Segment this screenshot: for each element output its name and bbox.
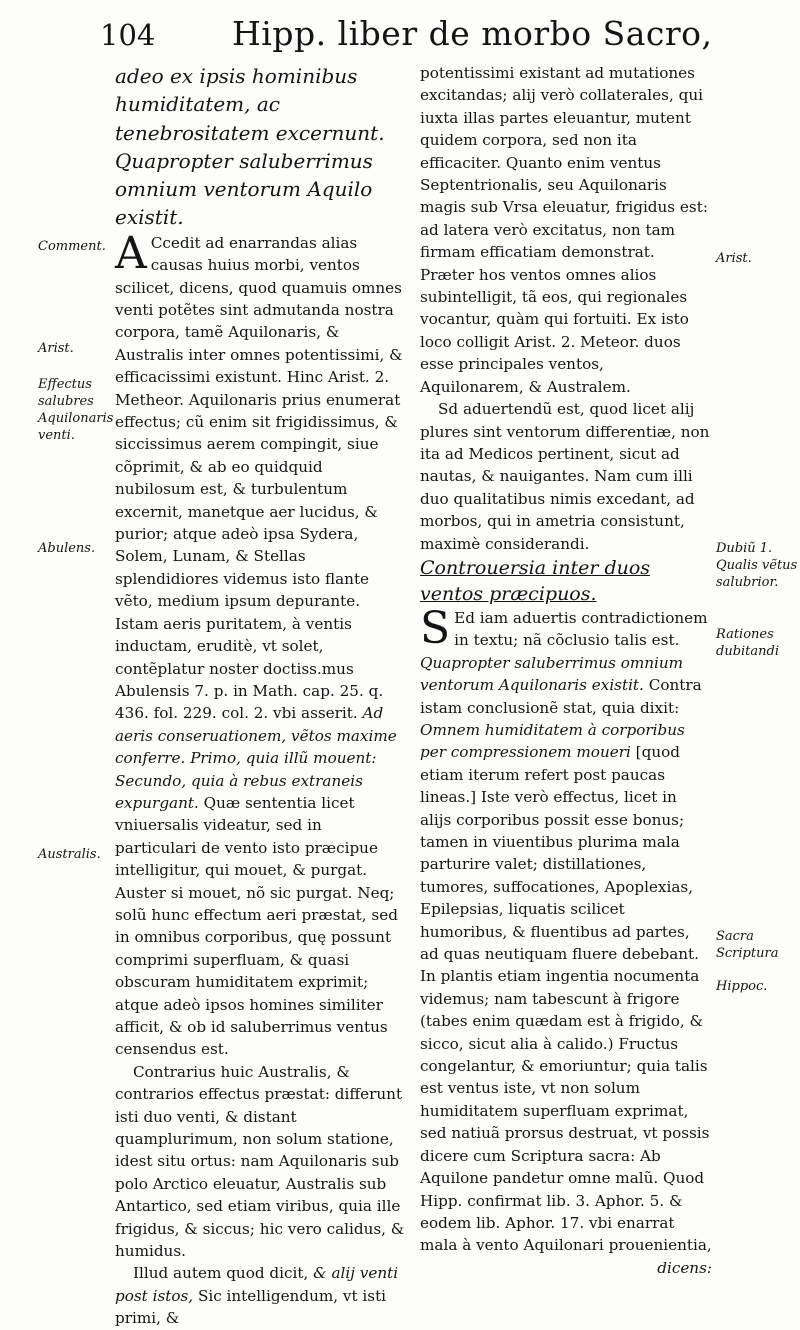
drop-cap: S xyxy=(420,602,451,654)
paragraph: Contrarius huic Australis, & contrarios effectus præstat: differunt isti duo venti, & distant quamplurimum, non solum statione, idest situ ortus: nam Aquilonaris sub polo Arctico eleuatur, Australis sub Antartico, sed etiam viribus, quia ille frigidus, & siccus; hic vero calidus, & humidus. xyxy=(115,1062,405,1261)
left-column xyxy=(115,62,407,1330)
paragraph-text: [quod etiam iterum refert post paucas lineas.] Iste verò effectus, licet in alijs corporibus possit esse bonus; tamen in viuentibus plurima mala parturire valet; distillationes, tumores, suffocationes, Apoplexias, Epilepsias, liquatis scilicet humoribus, & fluentibus ad partes, ad quas neutiquam fluere debebant. In plantis etiam ingentia nocumenta videmus; nam tabescunt à frigore (tabes enim quædam est à frigido, & sicco, sicut alia à calido.) Fructus congelantur, & emoriuntur; quia talis est ventus iste, vt non solum humiditatem superfluam exprimat, sed natiuã prorsus destruat, vt possis dicere cum Scriptura sacra: Ab Aquilone pandetur omne malũ. Quod Hipp. confirmat lib. 3. Aphor. 5. & eodem lib. Aphor. 17. vbi enarrat mala à vento Aquilonari prouenientia, xyxy=(420,743,712,1255)
drop-cap: A xyxy=(115,227,147,279)
page-number: 104 xyxy=(100,18,156,52)
marginal-note: Dubiũ 1. Qualis vẽtus salubrior. xyxy=(716,541,798,590)
catchword: dicens: xyxy=(657,1258,712,1277)
paragraph: potentissimi existant ad mutationes excitandas; alij verò collaterales, qui iuxta illas partes eleuantur, mutent quidem corpora, sed non ita efficaciter. Quanto enim ventus Septentrionalis, seu Aquilonaris magis sub Vrsa eleuatur, frigidus est: ad latera verò excitatus, non tam firmam efficatiam demonstrat. Præter hos ventos omnes alios subintelligit, tã eos, qui regionales vocantur, quàm qui fortuiti. Ex isto loco colligit Arist. 2. Meteor. duos esse principales ventos, Aquilonarem, & Australem. xyxy=(420,64,708,396)
marginal-note: Arist. xyxy=(716,251,752,266)
lemma-text: adeo ex ipsis hominibus humiditatem, ac tenebrositatem excernunt. Quapropter saluberrimus omnium ventorum Aquilo existit. xyxy=(115,64,385,230)
section-heading: Controuersia inter duos ventos præcipuos. xyxy=(420,556,651,605)
paragraph: Sd aduertendũ est, quod licet alij plures sint ventorum differentiæ, non ita ad Medicos pertinent, sicut ad nautas, & nauigantes. Nam cum illi duo qualitatibus nimis excedant, ad morbos, qui in ametria consistunt, maximè considerandi. xyxy=(420,400,710,553)
marginal-note: Hippoc. xyxy=(716,979,768,994)
paragraph-text: Illud autem quod dicit, xyxy=(133,1264,309,1283)
marginal-note: Arist. xyxy=(38,341,74,356)
right-column xyxy=(420,62,712,1279)
paragraph-text: Ccedit ad enarrandas alias causas huius morbi, ventos scilicet, dicens, quod quamuis omnes venti potẽtes sint admutanda nostra corpora, tamẽ Aquilonaris, & Australis inter omnes potentissimi, & efficacissimi existunt. Hinc Arist. 2. Metheor. Aquilonaris prius enumerat effectus; cũ enim sit frigidissimus, & siccissimus aerem compingit, siue cõprimit, & ab eo quidquid nubilosum est, & turbulentum excernit, manetque aer lucidus, & purior; atque adeò ipsa Sydera, Solem, Lunam, & Stellas splendidiores videmus isto flante vẽto, medium ipsum depurante. Istam aeris puritatem, à ventis inductam, eruditè, vt solet, contẽplatur noster doctiss.mus Abulensis 7. p. in Math. cap. 25. q. 436. fol. 229. col. 2. vbi asserit. xyxy=(115,233,403,723)
quotation: Omnem humiditatem à corporibus per compressionem moueri xyxy=(420,720,685,762)
quotation: & alij venti post istos, xyxy=(115,1264,399,1305)
paragraph-text: Contra istam conclusionẽ stat, quia dixit: xyxy=(420,676,702,717)
running-title: Hipp. liber de morbo Sacro, xyxy=(232,14,713,53)
marginal-note: Australis. xyxy=(38,847,101,862)
quotation: Quapropter saluberrimus omnium ventorum Aquilonaris existit. xyxy=(420,653,684,695)
marginal-note: Effectus salubres Aquilonaris venti. xyxy=(38,377,114,443)
marginal-note: Sacra Scriptura xyxy=(716,929,779,961)
paragraph xyxy=(420,602,712,1257)
paragraph-text: Quæ sententia licet vniuersalis videatur, sed in particulari de vento isto præcipue intelligitur, qui mouet, & purgat. Auster si mouet, nõ sic purgat. Neq; solũ hunc effectum aeri præstat, sed in omnibus corporibus, quę possunt comprimi superfluam, & quasi obscuram humiditatem exprimit; atque adeò ipsos homines similiter afficit, & ob id saluberrimus ventus censendus est. xyxy=(115,793,398,1059)
marginal-note: Rationes dubitandi xyxy=(716,627,780,659)
marginal-note: Comment. xyxy=(38,239,106,254)
marginal-note: Abulens. xyxy=(38,541,96,556)
quotation: Ad aeris conseruationem, vẽtos maxime conferre. Primo, quia illũ mouent: Secundo, quia à rebus extraneis expurgant. xyxy=(115,704,397,812)
paragraph-text: Sic intelligendum, vt isti primi, & xyxy=(115,1286,387,1328)
paragraph xyxy=(115,1262,407,1329)
paragraph-text: Ed iam aduertis contradictionem in textu; nã cõclusio talis est. xyxy=(454,608,708,650)
paragraph xyxy=(115,227,407,1061)
